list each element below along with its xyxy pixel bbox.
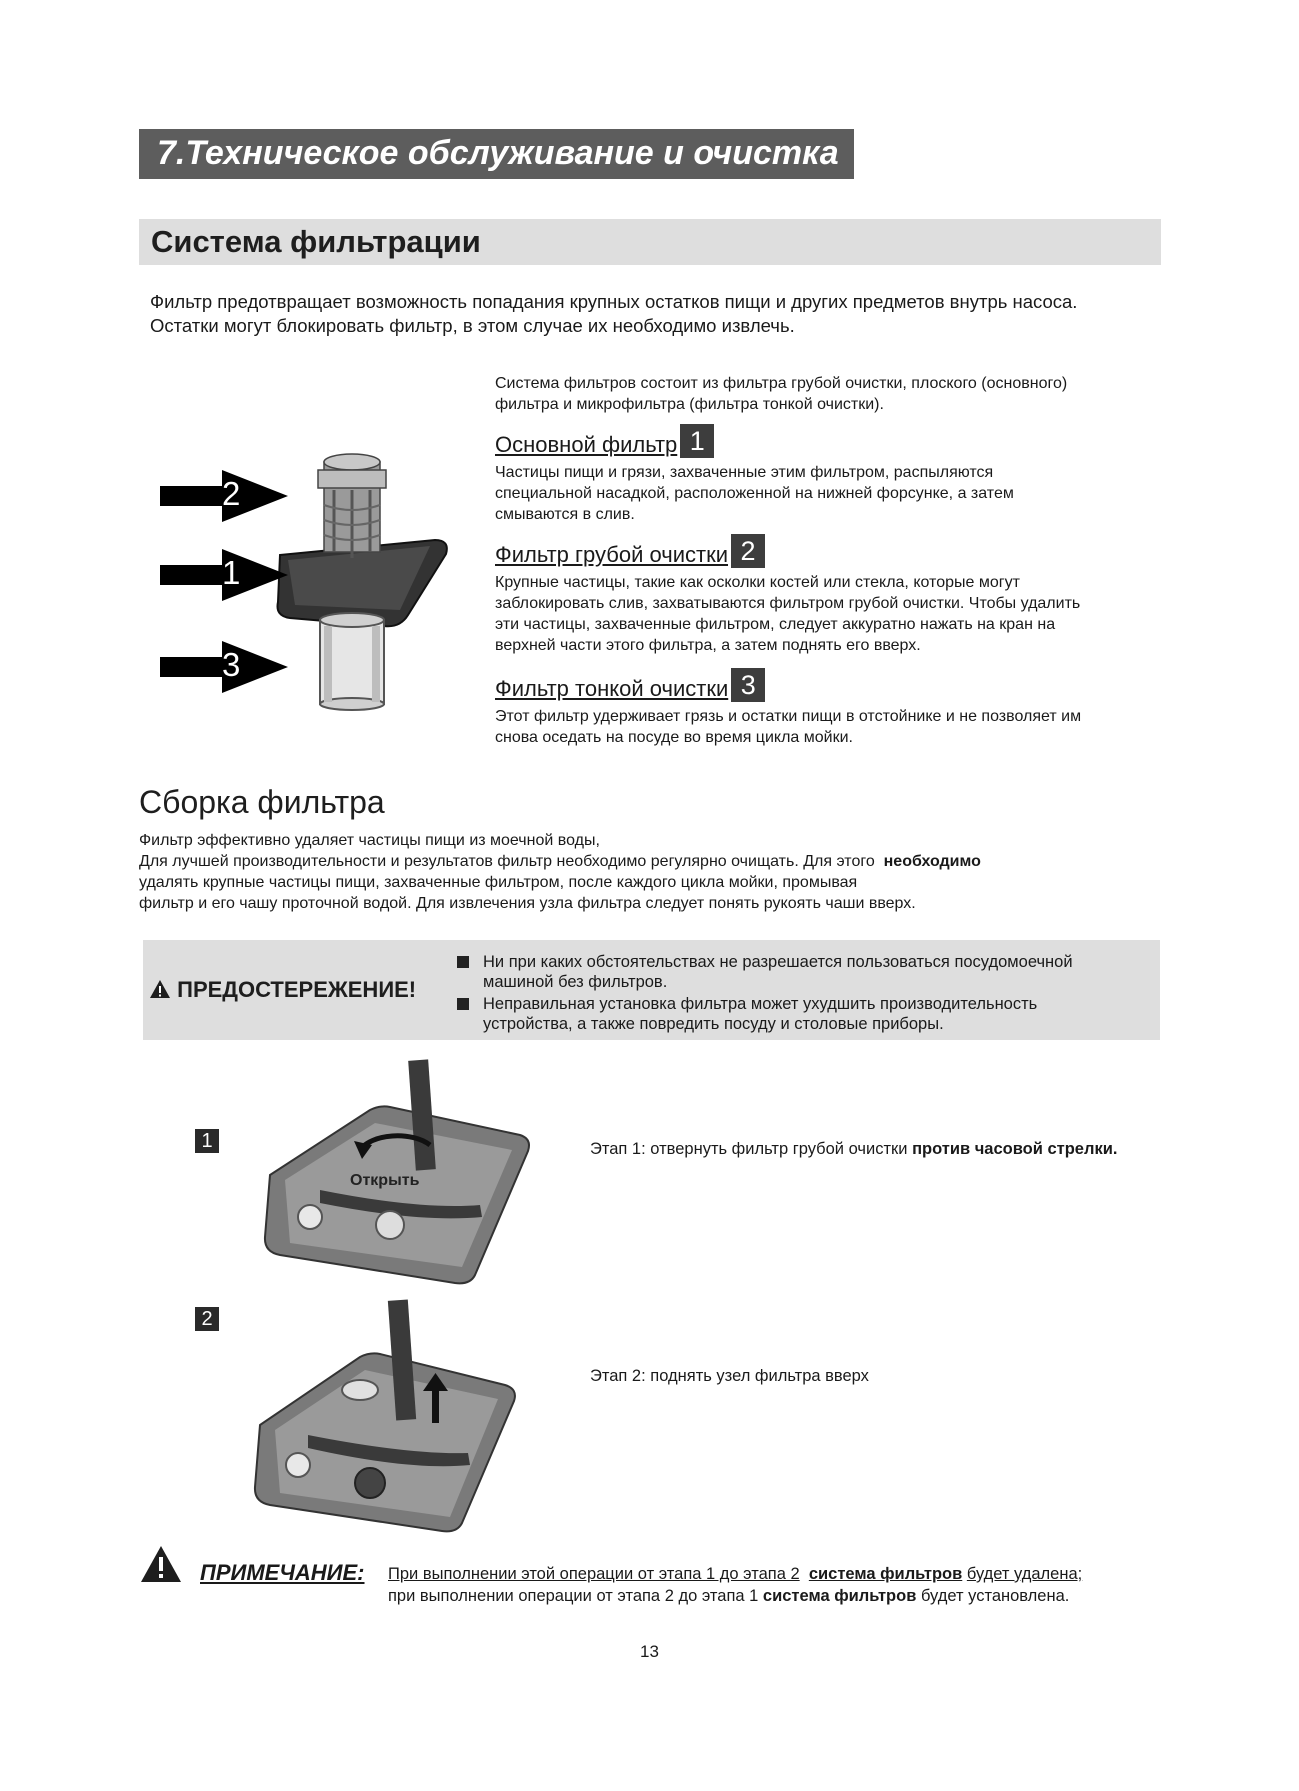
step1-illustration [250, 1055, 540, 1290]
text-line: смываются в слив. [495, 506, 635, 523]
text-line: Ни при каких обстоятельствах не разрешается пользоваться посудомоечной [483, 953, 1073, 971]
arrow-pointer-3 [160, 641, 288, 693]
text-part: при выполнении операции от этапа 2 до этапа 1 [388, 1587, 759, 1605]
system-description [495, 373, 1067, 415]
micro-filter-description [495, 706, 1081, 748]
coarse-filter-description [495, 572, 1080, 656]
text-part: будет удалена; [966, 1565, 1083, 1583]
micro-filter-image [320, 613, 384, 710]
chapter-title: 7.Техническое обслуживание и очистка [157, 134, 839, 172]
arrow-pointer-1 [160, 549, 288, 601]
note-label: ПРИМЕЧАНИЕ: [200, 1560, 365, 1585]
warning-label-text: ПРЕДОСТЕРЕЖЕНИЕ! [177, 977, 417, 1002]
filter-title: Фильтр тонкой очистки [495, 676, 729, 701]
warning-box [143, 940, 1160, 1040]
text-line: снова оседать на посуде во время цикла мойки. [495, 729, 853, 746]
page-number: 13 [640, 1642, 659, 1661]
step2-illustration [240, 1295, 530, 1540]
text-line: Этот фильтр удерживает грязь и остатки пищи в отстойнике и не позволяет им [495, 708, 1082, 725]
step-number-badge: 2 [195, 1307, 219, 1331]
text-line: заблокировать слив, захватываются фильтром грубой очистки. Чтобы удалить [495, 595, 1081, 612]
text-line: Крупные частицы, такие как осколки костей или стекла, которые могут [495, 574, 1020, 591]
text-line: Фильтр эффективно удаляет частицы пищи из моечной воды, [139, 832, 600, 849]
intro-line: Остатки могут блокировать фильтр, в этом случае их необходимо извлечь. [150, 315, 795, 336]
text-part: будет установлена. [920, 1587, 1070, 1605]
text-line: устройства, а также повредить посуду и столовые приборы. [483, 1015, 944, 1033]
section-title: Система фильтрации [151, 224, 481, 259]
coarse-filter-image [318, 454, 386, 558]
warning-triangle-icon [149, 979, 171, 999]
warning-item [483, 994, 1037, 1034]
text-part: При выполнении этой операции от этапа 1 до этапа 2 [388, 1565, 800, 1583]
text-part: Этап 1: отвернуть фильтр грубой очистки [590, 1140, 908, 1158]
assembly-paragraph [139, 830, 981, 914]
text-line: фильтра и микрофильтра (фильтра тонкой очистки). [495, 396, 884, 413]
arrow-pointer-2 [160, 470, 288, 522]
main-filter-description [495, 462, 1014, 525]
text-part: Для лучшей производительности и результатов фильтр необходимо регулярно очищать. Для этого [139, 853, 875, 870]
text-emphasis: система фильтров [762, 1587, 917, 1605]
filter-title: Основной фильтр [495, 432, 678, 457]
text-line: Частицы пищи и грязи, захваченные этим фильтром, распыляются [495, 464, 994, 481]
intro-line: Фильтр предотвращает возможность попадания крупных остатков пищи и других предметов внутрь насоса. [150, 291, 1078, 312]
text-line: эти частицы, захваченные фильтром, следует аккуратно нажать на кран на [495, 616, 1056, 633]
step-2-text: Этап 2: поднять узел фильтра вверх [590, 1367, 869, 1385]
arrow-number: 2 [222, 475, 241, 512]
warning-item [483, 952, 1073, 992]
chapter-header [139, 129, 854, 179]
step-number-badge: 1 [195, 1129, 219, 1153]
note-warning-triangle-icon [140, 1545, 182, 1583]
main-filter-heading [495, 424, 714, 458]
warning-label [149, 977, 416, 1003]
note-line-1 [388, 1563, 1082, 1585]
intro-paragraph [150, 290, 1160, 338]
step-1-text [590, 1140, 1117, 1159]
coarse-filter-heading [495, 534, 765, 568]
filter-number-badge: 2 [731, 534, 765, 568]
text-line: машиной без фильтров. [483, 973, 668, 991]
text-line [139, 851, 981, 872]
filter-number-badge: 3 [731, 668, 765, 702]
step-image-label: Открыть [350, 1172, 420, 1189]
text-line: Неправильная установка фильтра может ухудшить производительность [483, 995, 1038, 1013]
filter-number-badge: 1 [680, 424, 714, 458]
micro-filter-heading [495, 668, 765, 702]
text-emphasis: система фильтров [808, 1565, 963, 1583]
filter-title: Фильтр грубой очистки [495, 542, 729, 567]
text-emphasis: необходимо [883, 853, 981, 870]
text-line: специальной насадкой, расположенной на нижней форсунке, а затем [495, 485, 1014, 502]
arrow-number: 3 [222, 646, 241, 683]
section-header [139, 219, 1161, 265]
text-line: удалять крупные частицы пищи, захваченные фильтром, после каждого цикла мойки, промывая [139, 874, 858, 891]
text-line: фильтр и его чашу проточной водой. Для извлечения узла фильтра следует понять рукоять чаши вверх. [139, 895, 916, 912]
text-line: Система фильтров состоит из фильтра грубой очистки, плоского (основного) [495, 375, 1068, 392]
note-line-2 [388, 1585, 1069, 1607]
bullet-square-icon [457, 956, 469, 968]
assembly-title: Сборка фильтра [139, 784, 385, 820]
bullet-square-icon [457, 998, 469, 1010]
arrow-number: 1 [222, 554, 241, 591]
text-emphasis: против часовой стрелки. [912, 1140, 1118, 1158]
text-line: верхней части этого фильтра, а затем поднять его вверх. [495, 637, 921, 654]
